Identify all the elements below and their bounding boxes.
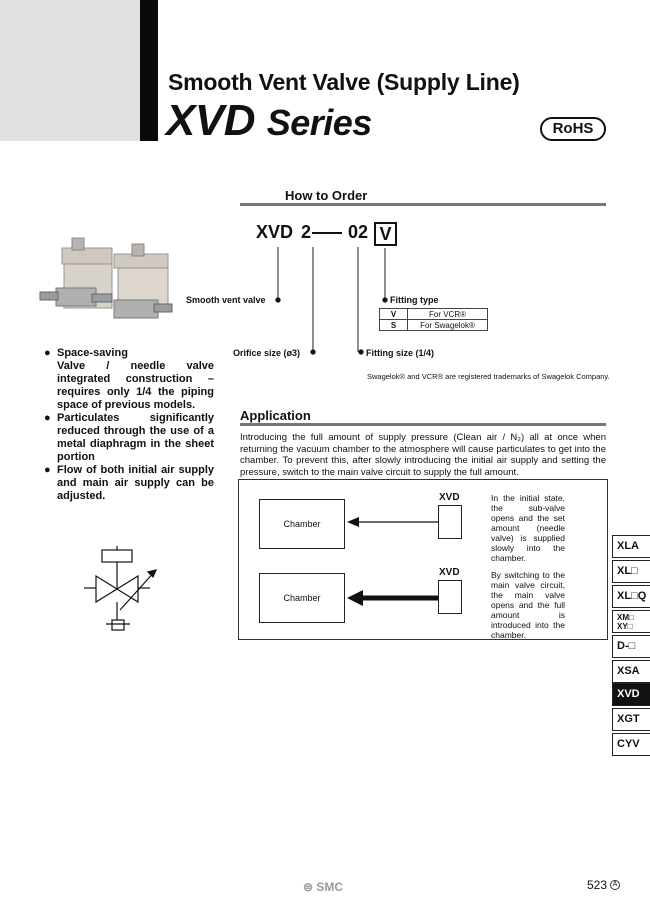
list-item: [44, 464, 214, 503]
rohs-badge: RoHS: [540, 117, 606, 141]
side-tab-xl[interactable]: XL□: [612, 560, 650, 583]
how-to-order-heading: How to Order: [285, 188, 368, 203]
side-tab-xm-xy[interactable]: [612, 610, 650, 633]
application-heading: Application: [240, 408, 311, 423]
page-number: 523: [587, 878, 608, 892]
diagram-desc: In the initial state, the sub-valve opens and the set amount (needle valve) is supplied slowly into the chamber.: [491, 493, 565, 563]
diagram-desc: By switching to the main valve circuit, the main valve opens and the full amount is introduced into the chamber.: [491, 570, 565, 640]
trademark-note: Swagelok® and VCR® are registered trademarks of Swagelok Company.: [367, 372, 610, 381]
label-orifice-size: Orifice size (ø3): [233, 348, 301, 358]
fitting-type-table: [379, 308, 488, 331]
fitting-code: V: [380, 309, 408, 320]
thick-arrow-icon: [347, 590, 363, 606]
label-fitting-size: Fitting size (1/4): [366, 348, 435, 358]
label-smooth-vent-valve: Smooth vent valve: [186, 295, 266, 305]
valve-symbol-icon: [80, 540, 170, 640]
list-item: [44, 412, 214, 464]
flow-arrows: [239, 480, 609, 640]
page-mark-icon: A: [610, 880, 620, 890]
xvd-label: XVD: [439, 567, 460, 578]
side-tab-xlq[interactable]: XL□Q: [612, 585, 650, 608]
smc-logo: ⊜ SMC: [303, 880, 344, 894]
application-text: Introducing the full amount of supply pressure (Clean air / N₂) all at once when returning the vacuum chamber to the atmosphere will cause particulates to get into the chamber. To prevent this, after slowly introducing the initial air supply and setting the pressure, switch to the main valve circuit to supply the full amount.: [240, 432, 606, 478]
code-fitting-type: V: [374, 222, 397, 246]
table-row: [380, 320, 488, 331]
logo-text: SMC: [316, 880, 344, 894]
list-item: [44, 347, 214, 412]
feature-list: [44, 347, 214, 503]
table-row: [380, 309, 488, 320]
code-orifice: 2: [301, 222, 312, 242]
fitting-desc: For Swagelok®: [408, 320, 488, 331]
feature-text: Particulates significantly reduced through the use of a metal diaphragm in the sheet portion: [57, 412, 214, 463]
side-tab-cyv[interactable]: CYV: [612, 733, 650, 756]
label-fitting-type: Fitting type: [390, 295, 439, 305]
chamber-box: Chamber: [259, 573, 345, 623]
bullet-icon: ●: [44, 412, 51, 424]
fitting-code: S: [380, 320, 408, 331]
title-series: Series: [266, 102, 372, 143]
xvd-label: XVD: [439, 492, 460, 503]
application-diagram-box: [238, 479, 608, 640]
side-tab-xvd[interactable]: XVD: [612, 683, 650, 706]
feature-text: Valve / needle valve integrated construction – requires only 1/4 the piping space of previous models.: [57, 360, 214, 411]
side-tab-xsa[interactable]: XSA: [612, 660, 650, 683]
side-tab-label: XM□: [617, 613, 634, 622]
page-subtitle: Smooth Vent Valve (Supply Line): [168, 69, 520, 95]
side-tab-xla[interactable]: XLA: [612, 535, 650, 558]
side-tab-xgt[interactable]: XGT: [612, 708, 650, 731]
side-tab-label-2: XY□: [617, 622, 633, 631]
title-main: XVD: [166, 96, 255, 145]
feature-text: Flow of both initial air supply and main air supply can be adjusted.: [57, 464, 214, 502]
thin-arrow-icon: [347, 517, 359, 527]
chamber-box: Chamber: [259, 499, 345, 549]
feature-title: Space-saving: [57, 347, 128, 359]
code-series: XVD: [256, 222, 294, 242]
fitting-desc: For VCR®: [408, 309, 488, 320]
side-tab-d[interactable]: D-□: [612, 635, 650, 658]
bullet-icon: ●: [44, 464, 51, 476]
application-rule: [240, 423, 606, 426]
code-fitting-size: 02: [348, 222, 369, 242]
bullet-icon: ●: [44, 347, 51, 359]
